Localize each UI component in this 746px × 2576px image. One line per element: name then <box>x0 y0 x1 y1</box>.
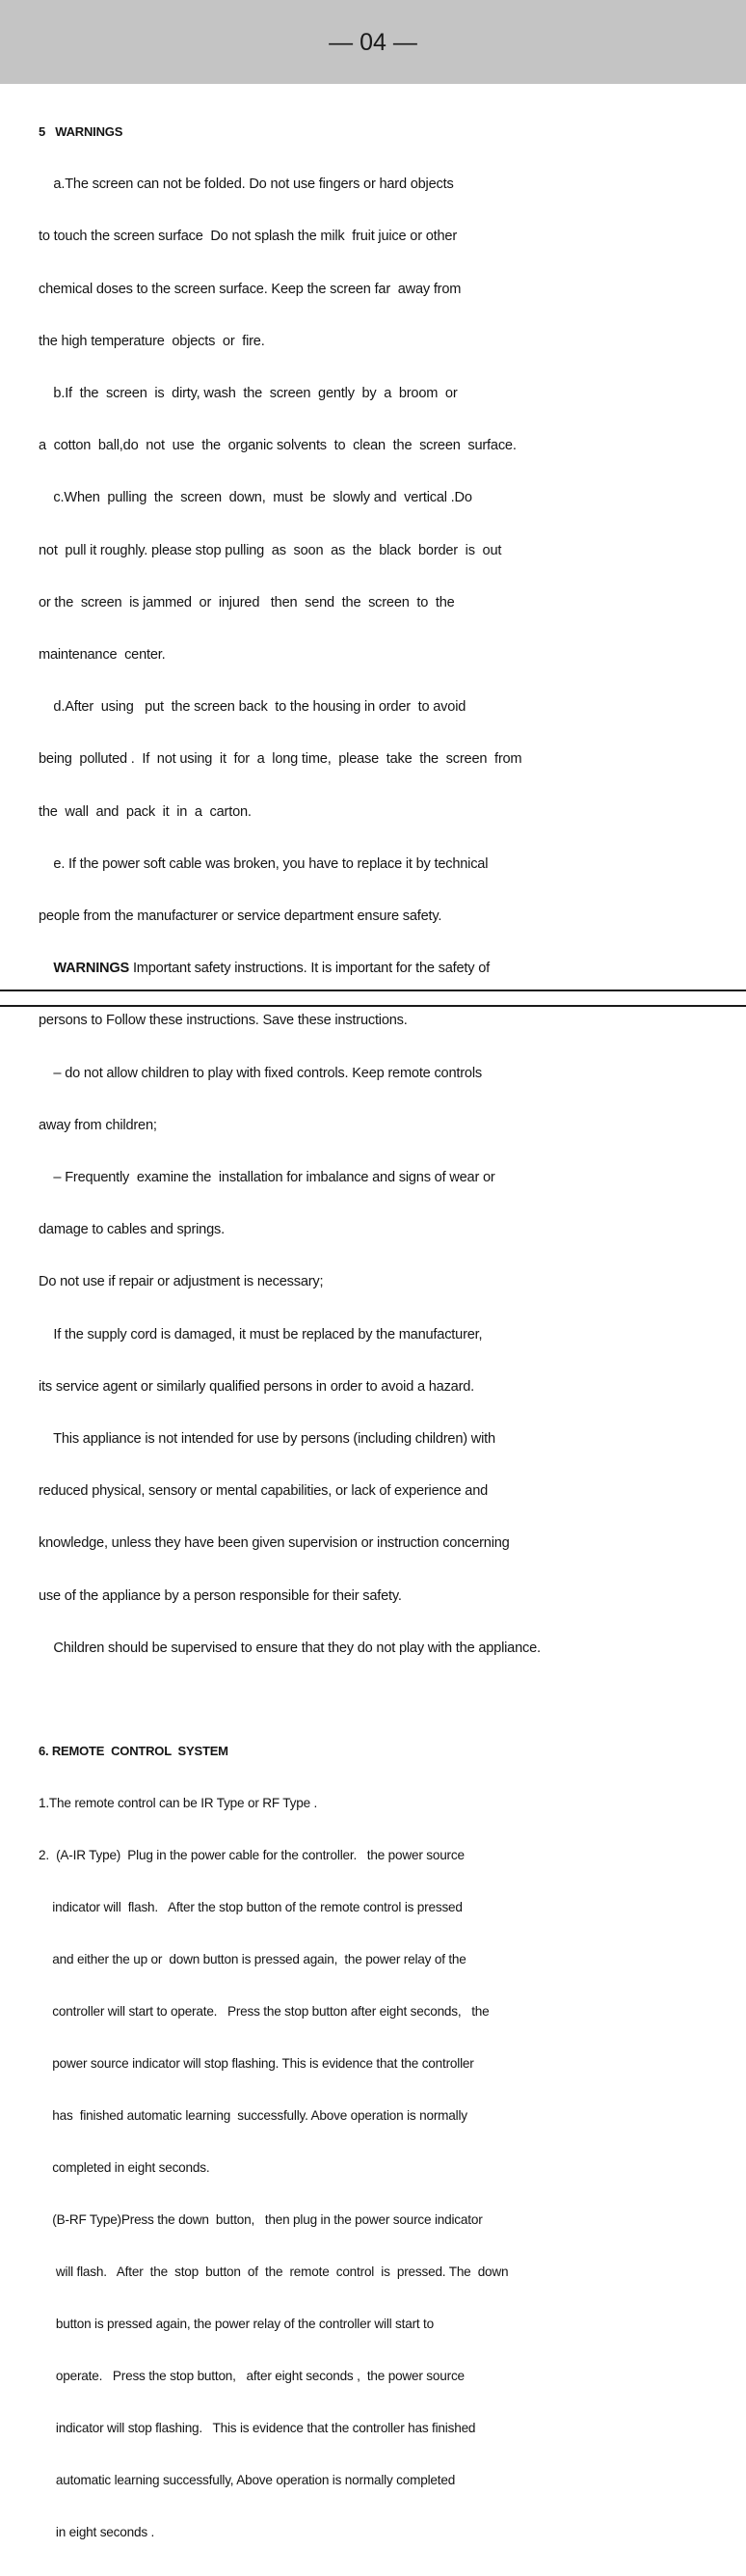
text-line: – do not allow children to play with fixed controls. Keep remote controls <box>39 1065 482 1081</box>
important-text: Important safety instructions. It is important for the safety of <box>129 961 490 977</box>
text-line: use of the appliance by a person responsible for their safety. <box>39 1587 402 1604</box>
section-spacer <box>39 1692 733 1708</box>
text-line: maintenance center. <box>39 647 166 664</box>
text-line: damage to cables and springs. <box>39 1222 225 1238</box>
text-line: its service agent or similarly qualified persons in order to avoid a hazard. <box>39 1378 475 1395</box>
text-line: b.If the screen is dirty, wash the screen gently by a broom or <box>39 386 458 402</box>
text-line: not pull it roughly. please stop pulling as soon as the black border is out <box>39 542 502 558</box>
text-line: knowledge, unless they have been given supervision or instruction concerning <box>39 1535 510 1552</box>
text-line: indicator will stop flashing. This is evidence that the controller has finished <box>39 2421 476 2436</box>
text-line: controller will start to operate. Press the stop button after eight seconds, the <box>39 2004 490 2020</box>
important-line <box>39 960 733 977</box>
important-label: WARNINGS <box>39 961 130 977</box>
text-line: indicator will flash. After the stop button of the remote control is pressed <box>39 1900 463 1915</box>
text-line: will flash. After the stop button of the remote control is pressed. The down <box>39 2264 509 2280</box>
section-title: 6. REMOTE CONTROL SYSTEM <box>39 1744 228 1759</box>
text-line: e. If the power soft cable was broken, you have to replace it by technical <box>39 855 489 872</box>
text-line: persons to Follow these instructions. Save these instructions. <box>39 1013 408 1029</box>
footer-rule-top <box>0 990 746 991</box>
text-line: Children should be supervised to ensure that they do not play with the appliance. <box>39 1640 541 1656</box>
text-line: has finished automatic learning successfully. Above operation is normally <box>39 2108 467 2124</box>
text-line: in eight seconds . <box>39 2525 155 2540</box>
page-number: — 04 — <box>329 29 417 56</box>
text-line: or the screen is jammed or injured then send the screen to the <box>39 594 455 610</box>
text-line: d.After using put the screen back to the housing in order to avoid <box>39 699 466 716</box>
text-line: automatic learning successfully, Above operation is normally completed <box>39 2473 456 2488</box>
text-line: people from the manufacturer or service department ensure safety. <box>39 908 442 925</box>
text-line: button is pressed again, the power relay of the controller will start to <box>39 2317 434 2332</box>
page-header <box>0 0 746 84</box>
text-line: the wall and pack it in a carton. <box>39 803 252 820</box>
text-line: completed in eight seconds. <box>39 2160 210 2176</box>
text-line: This appliance is not intended for use by persons (including children) with <box>39 1431 495 1448</box>
text-line: operate. Press the stop button, after eight seconds , the power source <box>39 2369 465 2384</box>
footer-rule-bottom <box>0 1005 746 1007</box>
document-body <box>39 89 733 2576</box>
text-line: power source indicator will stop flashing. This is evidence that the controller <box>39 2056 474 2072</box>
text-line: 2. (A-IR Type) Plug in the power cable for the controller. the power source <box>39 1848 465 1863</box>
section-remote-control <box>39 1708 733 2576</box>
text-line: chemical doses to the screen surface. Keep the screen far away from <box>39 281 462 297</box>
text-line: and either the up or down button is pressed again, the power relay of the <box>39 1952 466 1967</box>
text-line: away from children; <box>39 1117 157 1133</box>
text-line: If the supply cord is damaged, it must be replaced by the manufacturer, <box>39 1326 483 1342</box>
text-line: to touch the screen surface Do not splash the milk fruit juice or other <box>39 229 457 245</box>
text-line: being polluted . If not using it for a long time, please take the screen from <box>39 751 522 768</box>
text-line: the high temperature objects or fire. <box>39 333 265 349</box>
text-line: – Frequently examine the installation for imbalance and signs of wear or <box>39 1170 495 1186</box>
section-title: 5 WARNINGS <box>39 124 123 139</box>
text-line: 1.The remote control can be IR Type or RF Type . <box>39 1796 318 1811</box>
text-line: Do not use if repair or adjustment is necessary; <box>39 1274 324 1290</box>
text-line: a.The screen can not be folded. Do not use fingers or hard objects <box>39 176 454 193</box>
text-line: c.When pulling the screen down, must be slowly and vertical .Do <box>39 490 472 506</box>
section-warnings <box>39 89 733 1692</box>
text-line: (B-RF Type)Press the down button, then plug in the power source indicator <box>39 2212 483 2228</box>
text-line: reduced physical, sensory or mental capabilities, or lack of experience and <box>39 1483 489 1500</box>
text-line: a cotton ball,do not use the organic solvents to clean the screen surface. <box>39 438 517 454</box>
